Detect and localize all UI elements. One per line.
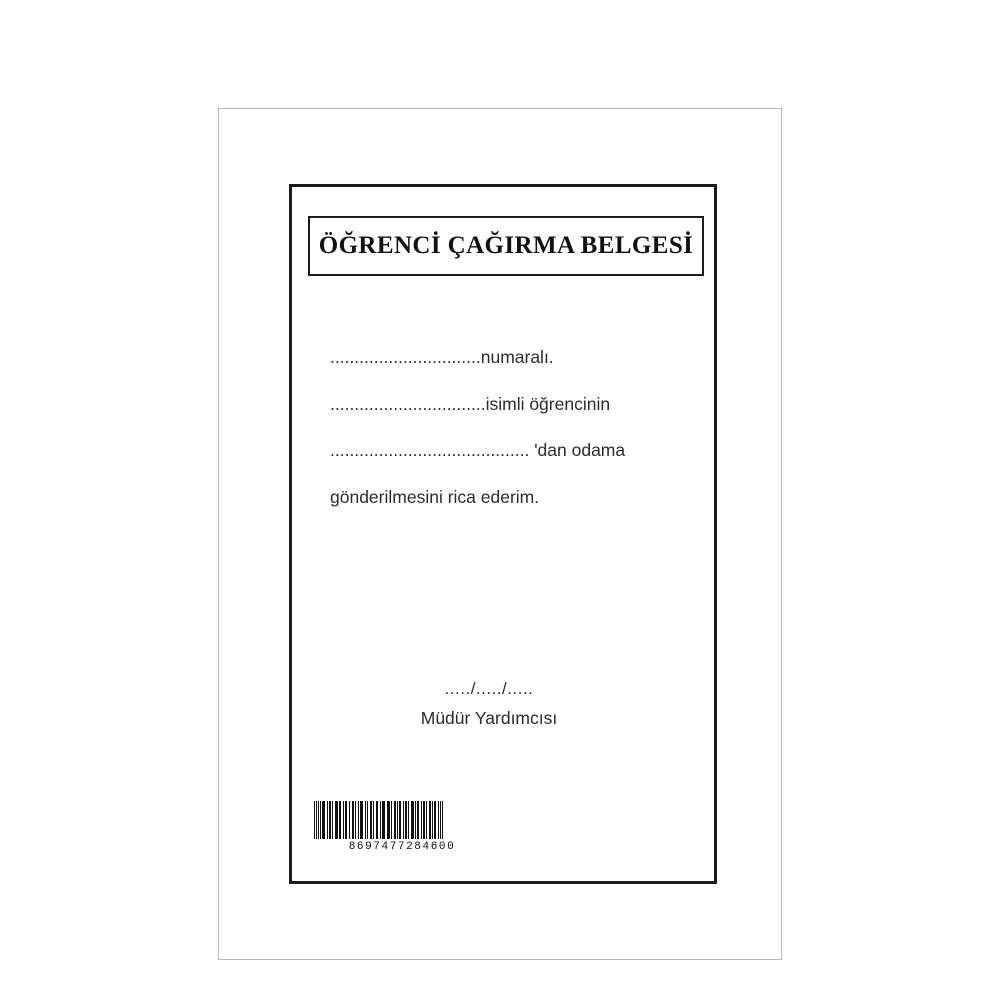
- paper-sheet: [218, 108, 782, 960]
- signature-role-label: Müdür Yardımcısı: [420, 708, 558, 728]
- form-body: [330, 349, 698, 506]
- barcode-icon: [314, 801, 490, 839]
- barcode-area: [314, 801, 490, 853]
- signature-block: [292, 679, 686, 729]
- form-line-student-number: ...............................numaralı.: [330, 347, 554, 367]
- form-line-student-name: ................................isimli öğrencinin: [330, 393, 611, 414]
- page-title: ÖĞRENCİ ÇAĞIRMA BELGESİ: [318, 232, 694, 259]
- title-box: [308, 216, 704, 276]
- form-line-source-location: ......................................... 'dan odama: [330, 440, 626, 460]
- barcode-digits: 8697477284600: [348, 841, 456, 853]
- form-line-request: gönderilmesini rica ederim.: [330, 486, 540, 507]
- form-outer-frame: [289, 184, 717, 884]
- signature-date-placeholder: ...../...../.....: [444, 679, 534, 698]
